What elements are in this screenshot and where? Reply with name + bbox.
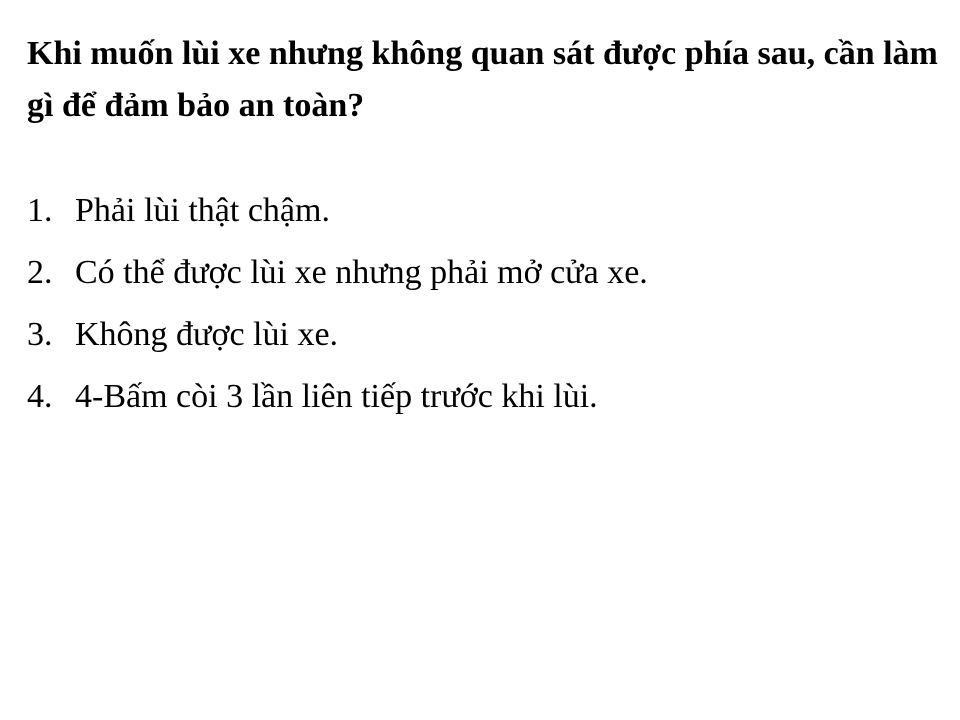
answer-option-2[interactable] <box>27 253 942 293</box>
answer-number: 4. <box>27 378 53 415</box>
answer-text: Phải lùi thật chậm. <box>75 192 330 229</box>
answer-text: Không được lùi xe. <box>75 316 339 353</box>
answer-number: 1. <box>27 192 53 229</box>
answer-number: 2. <box>27 254 53 291</box>
answer-list <box>27 191 942 439</box>
question-text: Khi muốn lùi xe nhưng không quan sát được phía sau, cần làm gì để đảm bảo an toàn? <box>27 35 938 124</box>
answer-option-4[interactable] <box>27 377 942 417</box>
answer-text: Có thể được lùi xe nhưng phải mở cửa xe. <box>75 254 648 291</box>
answer-text: 4-Bấm còi 3 lần liên tiếp trước khi lùi. <box>75 378 598 415</box>
answer-number: 3. <box>27 316 53 353</box>
answer-option-3[interactable] <box>27 315 942 355</box>
answer-option-1[interactable] <box>27 191 942 231</box>
